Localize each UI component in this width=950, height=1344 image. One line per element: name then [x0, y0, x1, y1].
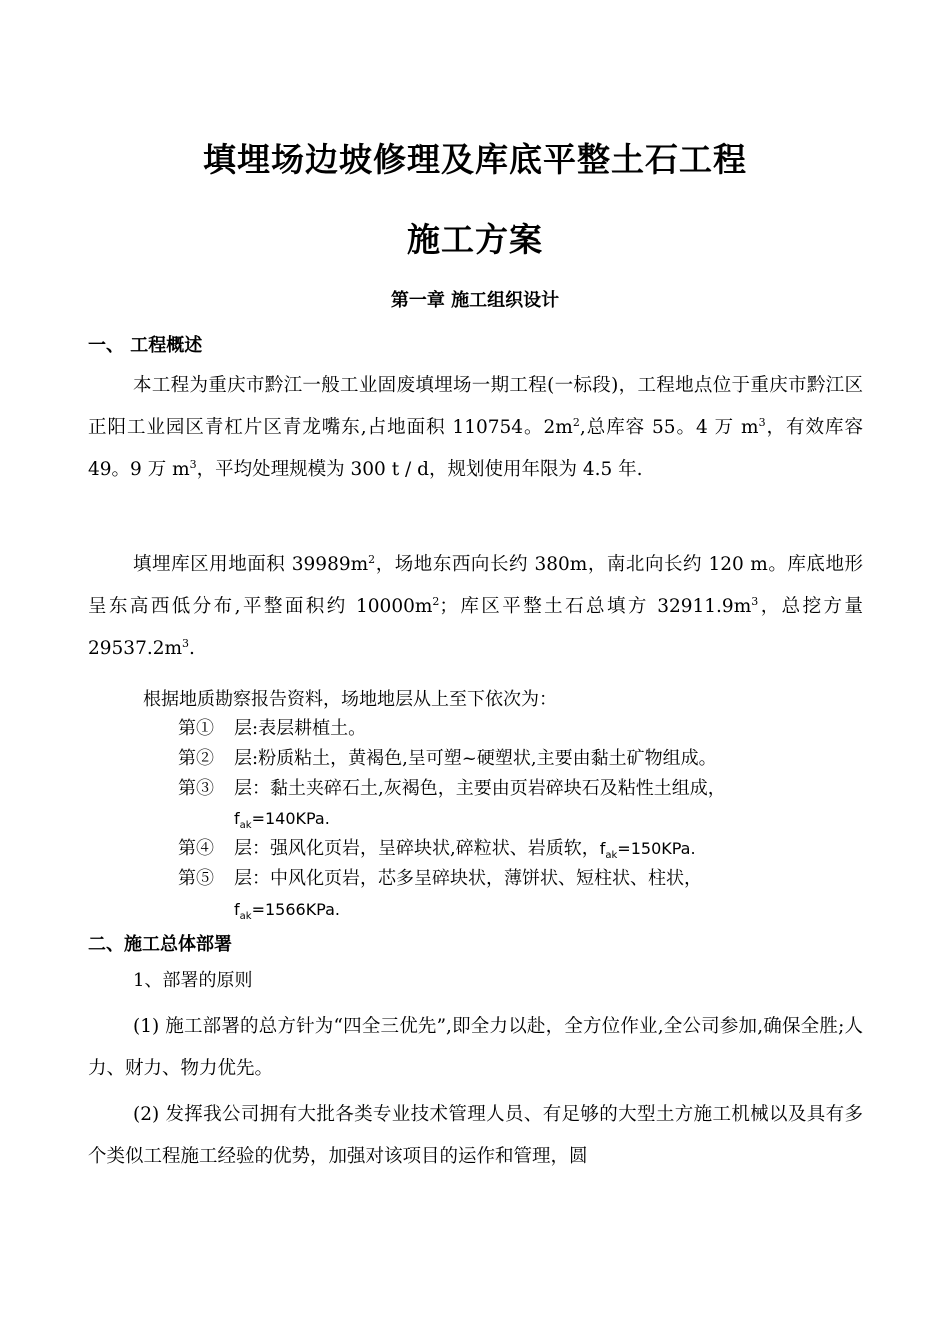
document-title: 填埋场边坡修理及库底平整土石工程	[203, 140, 747, 179]
paragraph-project-overview: 本工程为重庆市黔江一般工业固废填埋场一期工程(一标段)，工程地点位于重庆市黔江区正阳工业园区青杠片区青龙嘴东,占地面积 110754。$2m^2$,总库容 55。4 万 $m^3$，有效库容 49。9 万 $m^3$，平均处理规模为 300 t / d，规划使用年限为 4.5 年.	[88, 375, 863, 480]
layer-item: 第④ 层：强风化页岩，呈碎块状,碎粒状、岩质软，$f_{ak}=150KPa$.	[178, 838, 696, 862]
layer-bearing-value: $f_{ak}=1566KPa$.	[234, 900, 340, 923]
section-heading-overview: 一、 工程概述	[88, 335, 203, 356]
paragraph-principle-2: (2) 发挥我公司拥有大批各类专业技术管理人员、有足够的大型土方施工机械以及具有多个类似工程施工经验的优势，加强对该项目的运作和管理，圆	[88, 1104, 863, 1167]
section-heading-deployment: 二、施工总体部署	[88, 934, 232, 955]
chapter-heading: 第一章 施工组织设计	[390, 290, 560, 311]
layer-item: 第⑤ 层：中风化页岩，芯多呈碎块状，薄饼状、短柱状、柱状，	[178, 868, 702, 889]
layer-item: 第③ 层：黏土夹碎石土,灰褐色，主要由页岩碎块石及粘性土组成，	[178, 778, 726, 799]
paragraph-principle-1: (1) 施工部署的总方针为“四全三优先”,即全力以赴，全方位作业,全公司参加,确保全胜;人力、财力、物力优先。	[88, 1016, 863, 1079]
paragraph-site-area: 填埋库区用地面积 $39989m^2$，场地东西向长约 380m，南北向长约 120 m。库底地形呈东高西低分布,平整面积约 $10000m^2$；库区平整土石总填方 $32911.9m^3$，总挖方量 $29537.2m^3$.	[88, 552, 863, 659]
layer-item: 第② 层:粉质粘土，黄褐色,呈可塑~硬塑状,主要由黏土矿物组成。	[178, 748, 717, 769]
document-subtitle: 施工方案	[407, 220, 543, 259]
layer-bearing-value: $f_{ak}=140KPa$.	[234, 809, 330, 832]
geology-intro: 根据地质勘察报告资料，场地地层从上至下依次为：	[143, 689, 557, 710]
layer-item: 第① 层:表层耕植土。	[178, 718, 367, 739]
subheading-principles: 1、部署的原则	[133, 970, 253, 991]
